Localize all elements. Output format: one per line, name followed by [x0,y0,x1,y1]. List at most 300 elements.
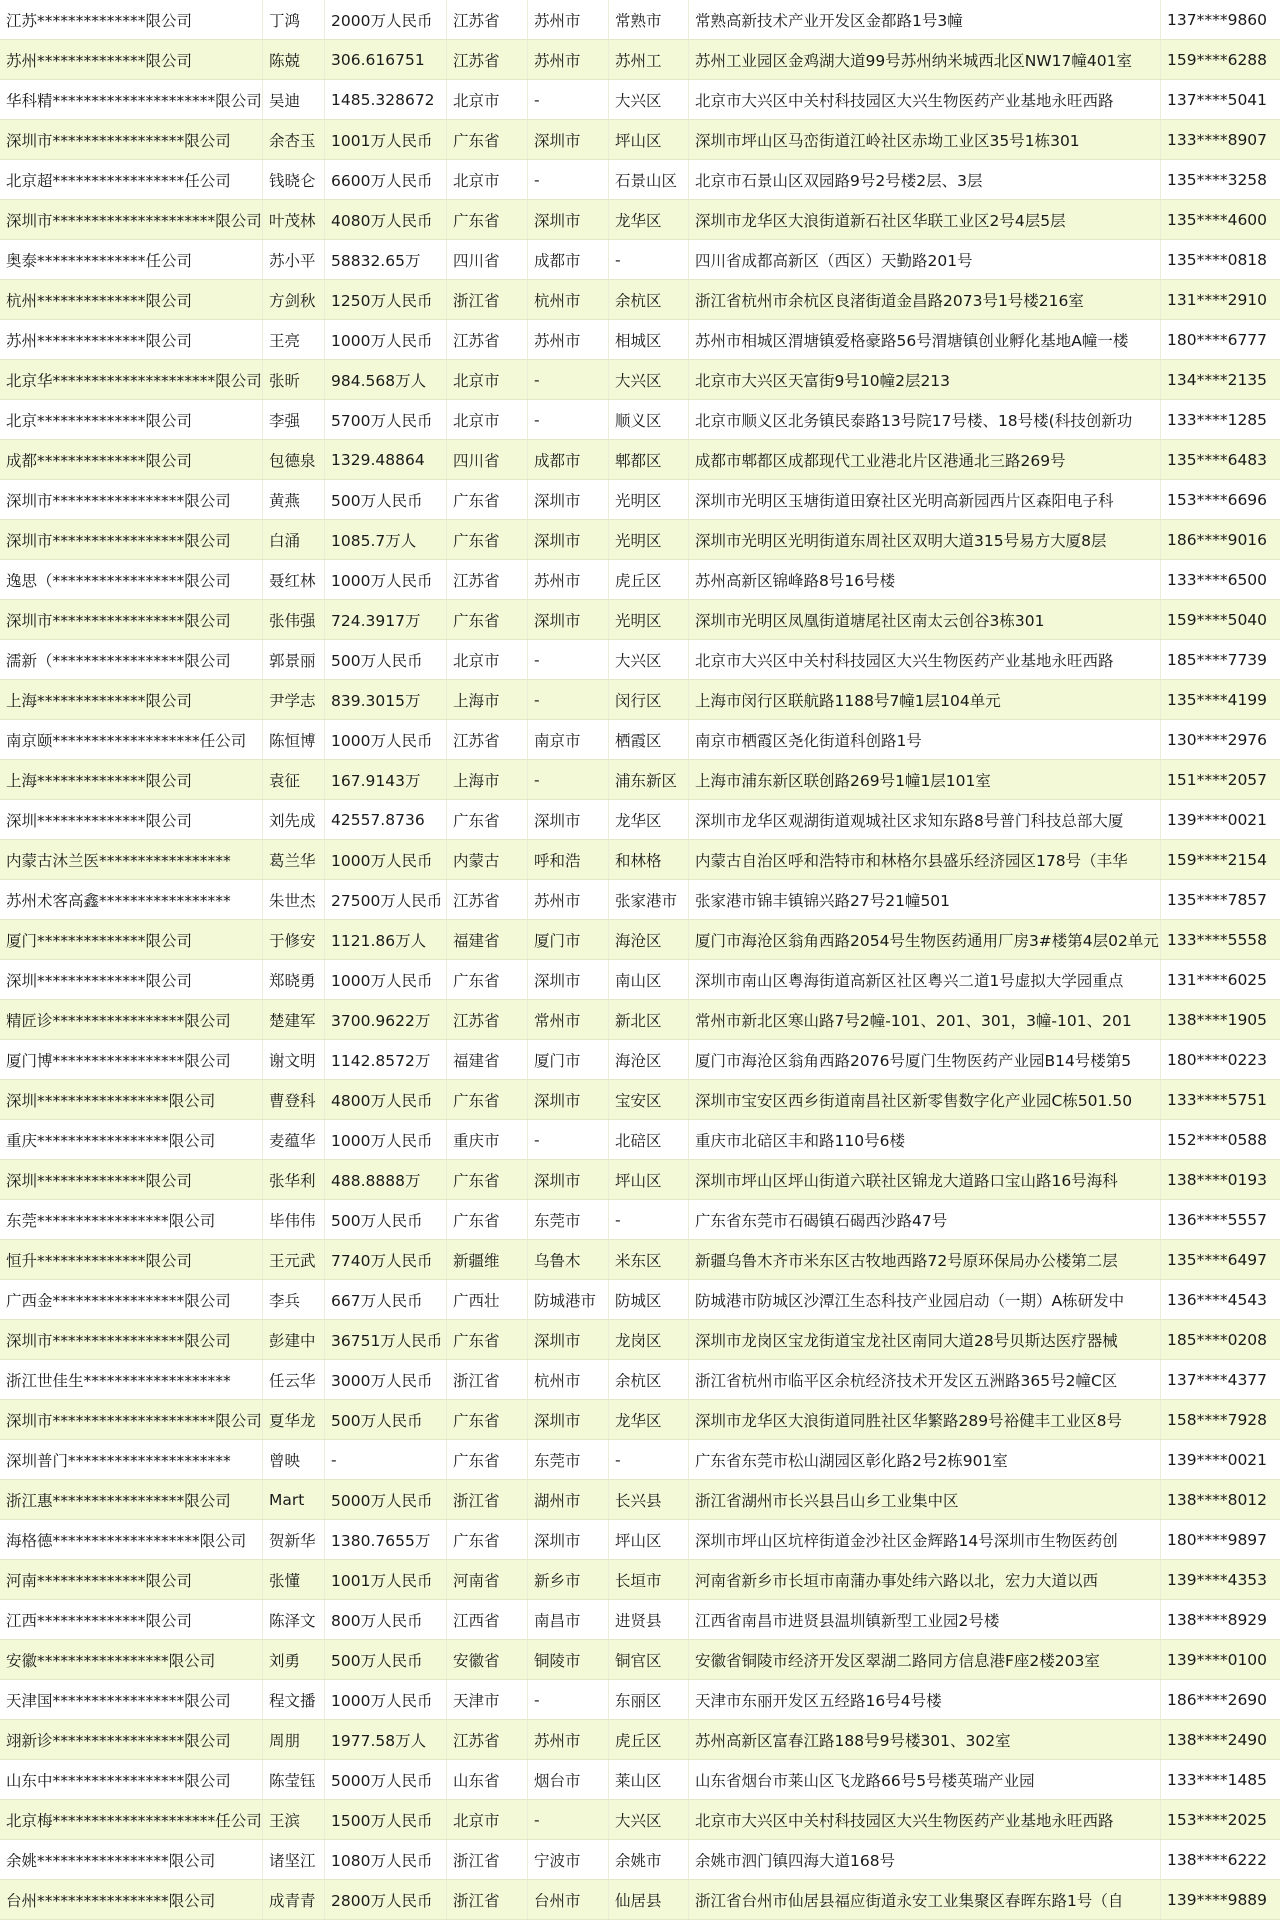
legal-rep-cell: 刘先成 [263,800,325,840]
legal-rep-cell: 尹学志 [263,680,325,720]
province-cell: 北京市 [447,80,528,120]
company-name-cell: 深圳普门********************* [0,1440,263,1480]
district-cell: 顺义区 [609,400,689,440]
province-cell: 广东省 [447,1440,528,1480]
legal-rep-cell: 王滨 [263,1800,325,1840]
company-name-cell: 余姚*****************限公司 [0,1840,263,1880]
company-name-cell: 海格德*******************限公司 [0,1520,263,1560]
address-cell: 北京市大兴区中关村科技园区大兴生物医药产业基地永旺西路 [689,640,1161,680]
province-cell: 江苏省 [447,40,528,80]
address-cell: 安徽省铜陵市经济开发区翠湖二路同方信息港F座2楼203室 [689,1640,1161,1680]
phone-cell: 133****5558 [1161,920,1280,960]
registered-capital-cell: 1485.328672 [325,80,447,120]
address-cell: 防城港市防城区沙潭江生态科技产业园启动（一期）A栋研发中 [689,1280,1161,1320]
table-row [0,1840,1280,1880]
district-cell: 光明区 [609,520,689,560]
address-cell: 苏州高新区富春江路188号9号楼301、302室 [689,1720,1161,1760]
province-cell: 江苏省 [447,1000,528,1040]
registered-capital-cell: 1000万人民币 [325,1120,447,1160]
phone-cell: 133****6500 [1161,560,1280,600]
registered-capital-cell: 500万人民币 [325,640,447,680]
legal-rep-cell: 李强 [263,400,325,440]
legal-rep-cell: 张懂 [263,1560,325,1600]
province-cell: 北京市 [447,160,528,200]
phone-cell: 185****0208 [1161,1320,1280,1360]
address-cell: 重庆市北碚区丰和路110号6楼 [689,1120,1161,1160]
legal-rep-cell: 张昕 [263,360,325,400]
phone-cell: 135****4199 [1161,680,1280,720]
company-name-cell: 苏州术客高鑫***************** [0,880,263,920]
table-row [0,80,1280,120]
city-cell: 铜陵市 [528,1640,609,1680]
registered-capital-cell: 167.9143万 [325,760,447,800]
district-cell: 常熟市 [609,0,689,40]
table-row [0,280,1280,320]
legal-rep-cell: 苏小平 [263,240,325,280]
province-cell: 四川省 [447,440,528,480]
registered-capital-cell: 500万人民币 [325,1200,447,1240]
registered-capital-cell: 4080万人民币 [325,200,447,240]
table-row [0,880,1280,920]
phone-cell: 139****9889 [1161,1880,1280,1920]
district-cell: 栖霞区 [609,720,689,760]
district-cell: 张家港市 [609,880,689,920]
district-cell: 新北区 [609,1000,689,1040]
registered-capital-cell: 488.8888万 [325,1160,447,1200]
registered-capital-cell: 3700.9622万 [325,1000,447,1040]
city-cell: 湖州市 [528,1480,609,1520]
phone-cell: 135****0818 [1161,240,1280,280]
registered-capital-cell: 1142.8572万 [325,1040,447,1080]
phone-cell: 131****2910 [1161,280,1280,320]
legal-rep-cell: 葛兰华 [263,840,325,880]
legal-rep-cell: 叶茂林 [263,200,325,240]
phone-cell: 139****4353 [1161,1560,1280,1600]
phone-cell: 186****2690 [1161,1680,1280,1720]
province-cell: 广西壮 [447,1280,528,1320]
province-cell: 安徽省 [447,1640,528,1680]
city-cell: 防城港市 [528,1280,609,1320]
table-row [0,800,1280,840]
district-cell: 大兴区 [609,1800,689,1840]
city-cell: 苏州市 [528,560,609,600]
company-name-cell: 翊新诊*****************限公司 [0,1720,263,1760]
legal-rep-cell: 夏华龙 [263,1400,325,1440]
registered-capital-cell: 1001万人民币 [325,1560,447,1600]
registered-capital-cell: 724.3917万 [325,600,447,640]
province-cell: 江苏省 [447,880,528,920]
registered-capital-cell: 27500万人民币 [325,880,447,920]
table-row [0,960,1280,1000]
city-cell: 深圳市 [528,1520,609,1560]
address-cell: 北京市大兴区中关村科技园区大兴生物医药产业基地永旺西路 [689,1800,1161,1840]
legal-rep-cell: 包德泉 [263,440,325,480]
phone-cell: 139****0021 [1161,800,1280,840]
company-name-cell: 苏州**************限公司 [0,40,263,80]
address-cell: 深圳市坪山区马峦街道江岭社区赤坳工业区35号1栋301 [689,120,1161,160]
district-cell: 坪山区 [609,1160,689,1200]
legal-rep-cell: 刘勇 [263,1640,325,1680]
province-cell: 江西省 [447,1600,528,1640]
phone-cell: 136****5557 [1161,1200,1280,1240]
address-cell: 南京市栖霞区尧化街道科创路1号 [689,720,1161,760]
province-cell: 广东省 [447,600,528,640]
province-cell: 江苏省 [447,320,528,360]
legal-rep-cell: 黄燕 [263,480,325,520]
table-row [0,680,1280,720]
registered-capital-cell: 1000万人民币 [325,320,447,360]
registered-capital-cell: 1977.58万人 [325,1720,447,1760]
legal-rep-cell: 麦蕴华 [263,1120,325,1160]
company-name-cell: 安徽*****************限公司 [0,1640,263,1680]
legal-rep-cell: Mart [263,1480,325,1520]
company-name-cell: 内蒙古沐兰医***************** [0,840,263,880]
address-cell: 浙江省湖州市长兴县吕山乡工业集中区 [689,1480,1161,1520]
registered-capital-cell: 5000万人民币 [325,1480,447,1520]
legal-rep-cell: 王亮 [263,320,325,360]
province-cell: 重庆市 [447,1120,528,1160]
registered-capital-cell: - [325,1440,447,1480]
table-row [0,1320,1280,1360]
legal-rep-cell: 曹登科 [263,1080,325,1120]
district-cell: 长垣市 [609,1560,689,1600]
table-row [0,1080,1280,1120]
province-cell: 广东省 [447,520,528,560]
province-cell: 广东省 [447,200,528,240]
phone-cell: 139****0021 [1161,1440,1280,1480]
district-cell: 仙居县 [609,1880,689,1920]
province-cell: 山东省 [447,1760,528,1800]
district-cell: 大兴区 [609,360,689,400]
table-row [0,1720,1280,1760]
table-row [0,1880,1280,1920]
address-cell: 苏州市相城区渭塘镇爱格豪路56号渭塘镇创业孵化基地A幢一楼 [689,320,1161,360]
district-cell: 南山区 [609,960,689,1000]
table-row [0,1680,1280,1720]
province-cell: 福建省 [447,1040,528,1080]
address-cell: 成都市郫都区成都现代工业港北片区港通北三路269号 [689,440,1161,480]
registered-capital-cell: 1000万人民币 [325,960,447,1000]
legal-rep-cell: 袁征 [263,760,325,800]
company-name-cell: 江苏**************限公司 [0,0,263,40]
district-cell: 宝安区 [609,1080,689,1120]
city-cell: 宁波市 [528,1840,609,1880]
city-cell: 苏州市 [528,880,609,920]
phone-cell: 134****2135 [1161,360,1280,400]
company-name-cell: 上海**************限公司 [0,680,263,720]
district-cell: 铜官区 [609,1640,689,1680]
province-cell: 浙江省 [447,1480,528,1520]
phone-cell: 138****8929 [1161,1600,1280,1640]
phone-cell: 135****6497 [1161,1240,1280,1280]
city-cell: 深圳市 [528,200,609,240]
province-cell: 江苏省 [447,560,528,600]
city-cell: 台州市 [528,1880,609,1920]
district-cell: 龙华区 [609,200,689,240]
phone-cell: 185****7739 [1161,640,1280,680]
province-cell: 北京市 [447,640,528,680]
table-row [0,1600,1280,1640]
legal-rep-cell: 周朋 [263,1720,325,1760]
district-cell: - [609,1200,689,1240]
legal-rep-cell: 钱晓仑 [263,160,325,200]
province-cell: 新疆维 [447,1240,528,1280]
phone-cell: 159****5040 [1161,600,1280,640]
district-cell: 光明区 [609,600,689,640]
table-row [0,1480,1280,1520]
company-name-cell: 厦门博*****************限公司 [0,1040,263,1080]
company-name-cell: 浙江世佳生******************* [0,1360,263,1400]
company-name-cell: 深圳**************限公司 [0,800,263,840]
district-cell: 坪山区 [609,1520,689,1560]
address-cell: 四川省成都高新区（西区）天勤路201号 [689,240,1161,280]
address-cell: 深圳市龙华区大浪街道新石社区华联工业区2号4层5层 [689,200,1161,240]
table-row [0,40,1280,80]
district-cell: 闵行区 [609,680,689,720]
company-name-cell: 华科精*********************限公司 [0,80,263,120]
city-cell: 南昌市 [528,1600,609,1640]
address-cell: 深圳市光明区光明街道东周社区双明大道315号易方大厦8层 [689,520,1161,560]
company-name-cell: 深圳市*****************限公司 [0,1320,263,1360]
registered-capital-cell: 1250万人民币 [325,280,447,320]
city-cell: 东莞市 [528,1200,609,1240]
address-cell: 深圳市光明区凤凰街道塘尾社区南太云创谷3栋301 [689,600,1161,640]
phone-cell: 159****6288 [1161,40,1280,80]
province-cell: 江苏省 [447,0,528,40]
district-cell: 龙华区 [609,1400,689,1440]
phone-cell: 139****0100 [1161,1640,1280,1680]
company-name-cell: 北京**************限公司 [0,400,263,440]
legal-rep-cell: 楚建军 [263,1000,325,1040]
legal-rep-cell: 贺新华 [263,1520,325,1560]
legal-rep-cell: 陈莹钰 [263,1760,325,1800]
city-cell: 深圳市 [528,520,609,560]
company-name-cell: 深圳**************限公司 [0,1160,263,1200]
legal-rep-cell: 白涌 [263,520,325,560]
company-name-cell: 北京梅*********************任公司 [0,1800,263,1840]
city-cell: 南京市 [528,720,609,760]
registered-capital-cell: 984.568万人 [325,360,447,400]
phone-cell: 151****2057 [1161,760,1280,800]
registered-capital-cell: 5700万人民币 [325,400,447,440]
company-name-cell: 深圳*****************限公司 [0,1080,263,1120]
table-row [0,1520,1280,1560]
registered-capital-cell: 500万人民币 [325,480,447,520]
legal-rep-cell: 成青青 [263,1880,325,1920]
district-cell: 龙岗区 [609,1320,689,1360]
district-cell: 和林格 [609,840,689,880]
table-row [0,560,1280,600]
legal-rep-cell: 于修安 [263,920,325,960]
company-name-cell: 厦门**************限公司 [0,920,263,960]
table-row [0,760,1280,800]
city-cell: 新乡市 [528,1560,609,1600]
phone-cell: 135****7857 [1161,880,1280,920]
table-row [0,120,1280,160]
phone-cell: 159****2154 [1161,840,1280,880]
province-cell: 江苏省 [447,1720,528,1760]
city-cell: - [528,160,609,200]
address-cell: 北京市大兴区天富街9号10幢2层213 [689,360,1161,400]
company-name-cell: 深圳市*********************限公司 [0,200,263,240]
registered-capital-cell: 1085.7万人 [325,520,447,560]
city-cell: 深圳市 [528,1400,609,1440]
district-cell: 莱山区 [609,1760,689,1800]
city-cell: 常州市 [528,1000,609,1040]
province-cell: 广东省 [447,1400,528,1440]
table-row [0,1160,1280,1200]
province-cell: 广东省 [447,480,528,520]
table-row [0,480,1280,520]
registered-capital-cell: 2800万人民币 [325,1880,447,1920]
registered-capital-cell: 7740万人民币 [325,1240,447,1280]
district-cell: 海沧区 [609,1040,689,1080]
legal-rep-cell: 丁鸿 [263,0,325,40]
legal-rep-cell: 郭景丽 [263,640,325,680]
company-name-cell: 深圳市*****************限公司 [0,120,263,160]
phone-cell: 135****3258 [1161,160,1280,200]
city-cell: 深圳市 [528,480,609,520]
phone-cell: 138****2490 [1161,1720,1280,1760]
legal-rep-cell: 诸坚江 [263,1840,325,1880]
registered-capital-cell: 1380.7655万 [325,1520,447,1560]
province-cell: 天津市 [447,1680,528,1720]
district-cell: 长兴县 [609,1480,689,1520]
province-cell: 内蒙古 [447,840,528,880]
province-cell: 福建省 [447,920,528,960]
table-row [0,240,1280,280]
registered-capital-cell: 3000万人民币 [325,1360,447,1400]
phone-cell: 153****2025 [1161,1800,1280,1840]
legal-rep-cell: 郑晓勇 [263,960,325,1000]
city-cell: 深圳市 [528,960,609,1000]
company-name-cell: 濡新（*****************限公司 [0,640,263,680]
province-cell: 广东省 [447,1200,528,1240]
phone-cell: 180****6777 [1161,320,1280,360]
table-row [0,520,1280,560]
address-cell: 北京市石景山区双园路9号2号楼2层、3层 [689,160,1161,200]
legal-rep-cell: 彭建中 [263,1320,325,1360]
table-row [0,920,1280,960]
city-cell: 苏州市 [528,40,609,80]
company-name-cell: 江西**************限公司 [0,1600,263,1640]
legal-rep-cell: 陈恒博 [263,720,325,760]
company-name-cell: 天津国*****************限公司 [0,1680,263,1720]
address-cell: 北京市大兴区中关村科技园区大兴生物医药产业基地永旺西路 [689,80,1161,120]
address-cell: 新疆乌鲁木齐市米东区古牧地西路72号原环保局办公楼第二层 [689,1240,1161,1280]
city-cell: 苏州市 [528,1720,609,1760]
legal-rep-cell: 张华利 [263,1160,325,1200]
address-cell: 深圳市坪山区坪山街道六联社区锦龙大道路口宝山路16号海科 [689,1160,1161,1200]
phone-cell: 138****8012 [1161,1480,1280,1520]
table-row [0,600,1280,640]
province-cell: 广东省 [447,120,528,160]
legal-rep-cell: 方剑秋 [263,280,325,320]
phone-cell: 137****5041 [1161,80,1280,120]
legal-rep-cell: 朱世杰 [263,880,325,920]
province-cell: 广东省 [447,1080,528,1120]
registered-capital-cell: 1000万人民币 [325,560,447,600]
table-row [0,1640,1280,1680]
phone-cell: 133****8907 [1161,120,1280,160]
company-name-cell: 河南**************限公司 [0,1560,263,1600]
address-cell: 广东省东莞市石碣镇石碣西沙路47号 [689,1200,1161,1240]
company-name-cell: 北京华*********************限公司 [0,360,263,400]
district-cell: 相城区 [609,320,689,360]
province-cell: 浙江省 [447,280,528,320]
address-cell: 深圳市坪山区坑梓街道金沙社区金辉路14号深圳市生物医药创 [689,1520,1161,1560]
company-name-cell: 广西金*****************限公司 [0,1280,263,1320]
address-cell: 深圳市龙华区观湖街道观城社区求知东路8号普门科技总部大厦 [689,800,1161,840]
district-cell: 东丽区 [609,1680,689,1720]
address-cell: 上海市浦东新区联创路269号1幢1层101室 [689,760,1161,800]
province-cell: 江苏省 [447,720,528,760]
registered-capital-cell: 1121.86万人 [325,920,447,960]
address-cell: 深圳市南山区粤海街道高新区社区粤兴二道1号虚拟大学园重点 [689,960,1161,1000]
address-cell: 余姚市泗门镇四海大道168号 [689,1840,1161,1880]
phone-cell: 152****0588 [1161,1120,1280,1160]
district-cell: 石景山区 [609,160,689,200]
table-row [0,1280,1280,1320]
city-cell: 东莞市 [528,1440,609,1480]
company-name-cell: 重庆*****************限公司 [0,1120,263,1160]
address-cell: 深圳市龙岗区宝龙街道宝龙社区南同大道28号贝斯达医疗器械 [689,1320,1161,1360]
legal-rep-cell: 毕伟伟 [263,1200,325,1240]
district-cell: 余姚市 [609,1840,689,1880]
phone-cell: 130****2976 [1161,720,1280,760]
company-name-cell: 精匠诊*****************限公司 [0,1000,263,1040]
city-cell: 深圳市 [528,120,609,160]
city-cell: - [528,80,609,120]
province-cell: 北京市 [447,360,528,400]
registered-capital-cell: 1000万人民币 [325,1680,447,1720]
table-row [0,1800,1280,1840]
registered-capital-cell: 5000万人民币 [325,1760,447,1800]
phone-cell: 137****9860 [1161,0,1280,40]
phone-cell: 180****0223 [1161,1040,1280,1080]
city-cell: 深圳市 [528,1160,609,1200]
district-cell: - [609,240,689,280]
phone-cell: 158****7928 [1161,1400,1280,1440]
city-cell: - [528,360,609,400]
table-row [0,1400,1280,1440]
company-name-cell: 杭州**************限公司 [0,280,263,320]
district-cell: 北碚区 [609,1120,689,1160]
city-cell: - [528,640,609,680]
table-row [0,360,1280,400]
district-cell: 进贤县 [609,1600,689,1640]
table-row [0,400,1280,440]
phone-cell: 135****6483 [1161,440,1280,480]
address-cell: 广东省东莞市松山湖园区彰化路2号2栋901室 [689,1440,1161,1480]
phone-cell: 133****1285 [1161,400,1280,440]
company-name-cell: 上海**************限公司 [0,760,263,800]
table-row [0,1440,1280,1480]
table-row [0,640,1280,680]
address-cell: 深圳市宝安区西乡街道南昌社区新零售数字化产业园C栋501.50 [689,1080,1161,1120]
district-cell: 坪山区 [609,120,689,160]
city-cell: 成都市 [528,440,609,480]
address-cell: 厦门市海沧区翁角西路2054号生物医药通用厂房3#楼第4层02单元 [689,920,1161,960]
registered-capital-cell: 1000万人民币 [325,720,447,760]
district-cell: 大兴区 [609,80,689,120]
city-cell: - [528,1680,609,1720]
registered-capital-cell: 2000万人民币 [325,0,447,40]
table-row [0,1000,1280,1040]
company-name-cell: 深圳市*********************限公司 [0,1400,263,1440]
registered-capital-cell: 1001万人民币 [325,120,447,160]
province-cell: 上海市 [447,680,528,720]
